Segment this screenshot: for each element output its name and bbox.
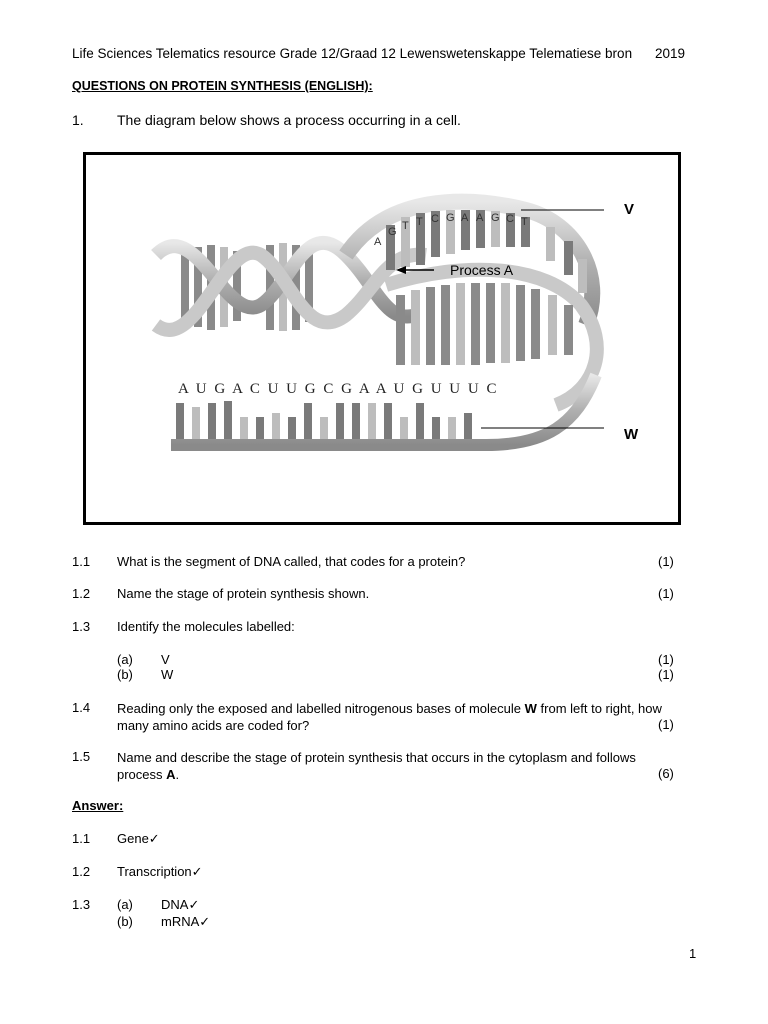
subq-number: 1.3 <box>72 619 91 634</box>
answer-text: Transcription✓ <box>117 864 203 879</box>
mrna-rungs <box>176 401 472 443</box>
subq-marks: (1) <box>658 717 674 732</box>
subq-marks: (1) <box>658 586 674 601</box>
answer-part-text: DNA✓ <box>161 897 200 912</box>
subq-marks: (1) <box>658 554 674 569</box>
top-base: T <box>521 216 528 228</box>
subq-number: 1.1 <box>72 554 91 569</box>
label-v: V <box>624 201 635 218</box>
answer-number: 1.3 <box>72 897 91 912</box>
answer-part-text: mRNA✓ <box>161 914 211 929</box>
answer-part-label: (b) <box>117 914 133 929</box>
page-header: Life Sciences Telematics resource Grade 12/Graad 12 Lewenswetenskappe Telematiese bron <box>72 46 633 61</box>
top-base: A <box>374 236 382 248</box>
dna-transcription-illustration <box>86 155 678 522</box>
middle-rungs <box>396 283 573 365</box>
page-number: 1 <box>689 946 697 961</box>
subpart-label: (a) <box>117 652 133 667</box>
subpart-text: V <box>161 652 170 667</box>
top-base: G <box>388 226 397 238</box>
subq-number: 1.2 <box>72 586 91 601</box>
subq-number: 1.5 <box>72 749 91 764</box>
top-base: T <box>416 216 423 228</box>
subq-text: Identify the molecules labelled: <box>117 619 295 634</box>
subpart-marks: (1) <box>658 652 674 667</box>
mrna-sequence: A U G A C U U G C G A A U G U U U C <box>178 381 499 397</box>
top-base: G <box>446 212 455 224</box>
question-number: 1. <box>72 112 84 128</box>
protein-synthesis-diagram <box>83 152 681 525</box>
top-base: A <box>461 212 469 224</box>
question-text: The diagram below shows a process occurring in a cell. <box>117 112 461 128</box>
subq-marks: (6) <box>658 766 674 781</box>
subq-text: Name and describe the stage of protein synthesis that occurs in the cytoplasm and follows process A. <box>117 750 636 782</box>
answer-text: Gene✓ <box>117 831 160 846</box>
subpart-label: (b) <box>117 667 133 682</box>
top-base: A <box>476 212 484 224</box>
top-base: T <box>402 220 409 232</box>
section-heading: QUESTIONS ON PROTEIN SYNTHESIS (ENGLISH): <box>72 79 373 93</box>
top-base: C <box>506 213 514 225</box>
answer-part-label: (a) <box>117 897 133 912</box>
subq-text: What is the segment of DNA called, that codes for a protein? <box>117 554 466 569</box>
subq-number: 1.4 <box>72 700 91 715</box>
answer-heading: Answer: <box>72 798 124 813</box>
subq-text: Name the stage of protein synthesis shown. <box>117 586 370 601</box>
top-base: G <box>491 212 500 224</box>
header-year: 2019 <box>655 46 686 61</box>
answer-number: 1.2 <box>72 864 91 879</box>
top-base: C <box>431 213 439 225</box>
answer-number: 1.1 <box>72 831 91 846</box>
label-w: W <box>624 426 639 443</box>
subpart-marks: (1) <box>658 667 674 682</box>
subq-text: Reading only the exposed and labelled nitrogenous bases of molecule W from left to right, how many amino acids are coded for? <box>117 701 662 733</box>
subpart-text: W <box>161 667 174 682</box>
process-a-label: Process A <box>450 262 514 278</box>
